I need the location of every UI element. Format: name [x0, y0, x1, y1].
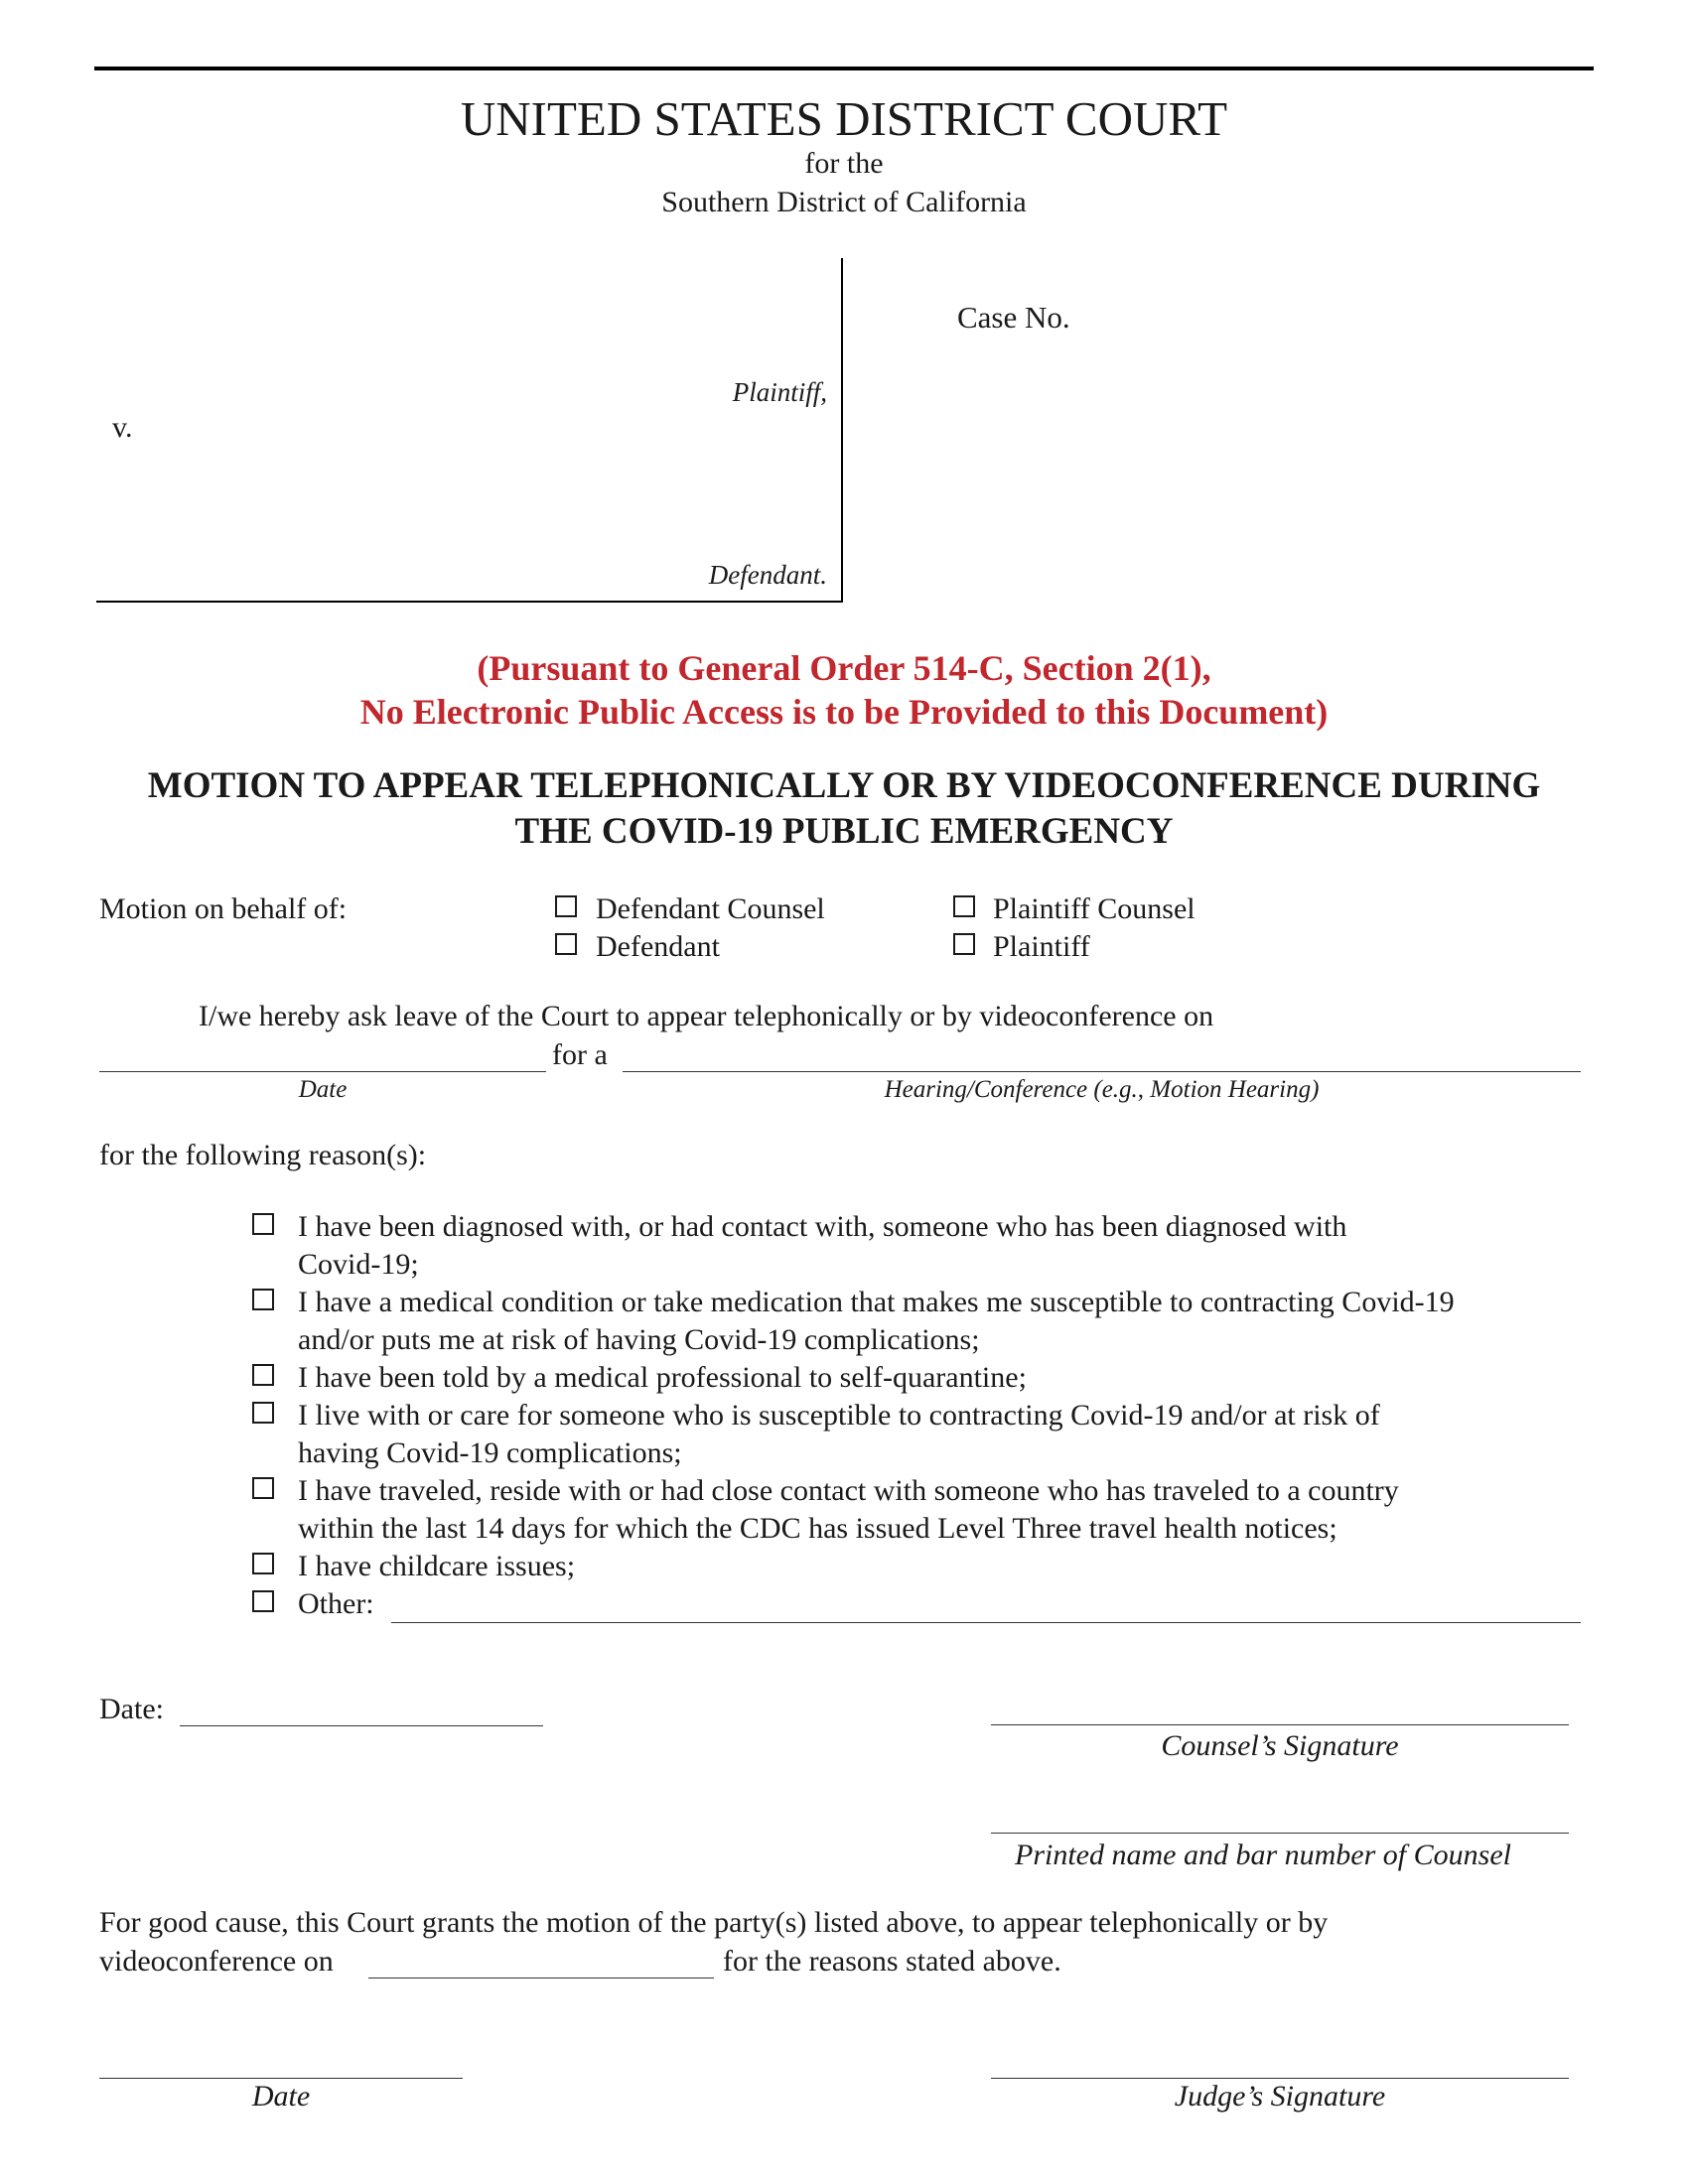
- reason-checkbox-diagnosed[interactable]: [252, 1213, 274, 1235]
- printed-name-field[interactable]: [991, 1833, 1569, 1834]
- district-name: Southern District of California: [661, 186, 1027, 218]
- judge-signature-field[interactable]: [991, 2078, 1569, 2079]
- order-date-field[interactable]: [368, 1978, 714, 1979]
- reason-caregiver-line-1: I live with or care for someone who is susceptible to contracting Covid-19 and/or at risk of: [298, 1399, 1380, 1432]
- order-line-1: For good cause, this Court grants the motion of the party(s) listed above, to appear telephonically or by: [99, 1906, 1329, 1939]
- plaintiff-label: Plaintiff,: [732, 377, 827, 407]
- reason-checkbox-medical-condition[interactable]: [252, 1289, 274, 1310]
- notice-line-1: (Pursuant to General Order 514-C, Section 2(1),: [477, 648, 1211, 688]
- motion-title-line-1: MOTION TO APPEAR TELEPHONICALLY OR BY VIDEOCONFERENCE DURING: [147, 765, 1541, 806]
- reason-medical-condition-line-2: and/or puts me at risk of having Covid-19 complications;: [298, 1323, 980, 1356]
- top-rule: [94, 67, 1594, 70]
- for-the-text: for the: [804, 147, 884, 180]
- plaintiff-checkbox[interactable]: [953, 933, 975, 955]
- reason-medical-condition-line-1: I have a medical condition or take medication that makes me susceptible to contracting Covid-19: [298, 1286, 1455, 1318]
- for-a-text: for a: [552, 1038, 608, 1071]
- printed-name-caption: Printed name and bar number of Counsel: [1015, 1839, 1511, 1871]
- reason-checkbox-travel[interactable]: [252, 1477, 274, 1499]
- judge-signature-caption: Judge’s Signature: [1174, 2080, 1386, 2113]
- caption-vertical-rule: [841, 258, 843, 603]
- motion-title-line-2: THE COVID-19 PUBLIC EMERGENCY: [514, 811, 1174, 852]
- order-signed-date-field[interactable]: [99, 2078, 463, 2079]
- reason-caregiver-line-2: having Covid-19 complications;: [298, 1436, 682, 1469]
- plaintiff-label-option: Plaintiff: [993, 930, 1090, 963]
- reason-checkbox-self-quarantine[interactable]: [252, 1364, 274, 1386]
- plaintiff-counsel-checkbox[interactable]: [953, 895, 975, 917]
- hearing-type-caption: Hearing/Conference (e.g., Motion Hearing): [884, 1076, 1320, 1103]
- hearing-type-field[interactable]: [623, 1071, 1581, 1072]
- order-line-2-suffix: for the reasons stated above.: [723, 1945, 1061, 1978]
- signature-date-label: Date:: [99, 1693, 164, 1725]
- signature-date-field[interactable]: [180, 1725, 543, 1726]
- counsel-signature-caption: Counsel’s Signature: [1161, 1729, 1399, 1762]
- reason-checkbox-other[interactable]: [252, 1590, 274, 1612]
- defendant-counsel-checkbox[interactable]: [555, 895, 577, 917]
- defendant-label-option: Defendant: [596, 930, 720, 963]
- defendant-label: Defendant.: [708, 560, 827, 590]
- request-date-field[interactable]: [99, 1071, 546, 1072]
- counsel-signature-field[interactable]: [991, 1724, 1569, 1725]
- reason-diagnosed-line-1: I have been diagnosed with, or had contact with, someone who has been diagnosed with: [298, 1210, 1347, 1243]
- court-name: UNITED STATES DISTRICT COURT: [460, 91, 1228, 146]
- reason-travel-line-2: within the last 14 days for which the CDC has issued Level Three travel health notices;: [298, 1512, 1337, 1545]
- caption-bottom-rule: [96, 601, 843, 603]
- behalf-label: Motion on behalf of:: [99, 892, 348, 925]
- order-date-caption: Date: [251, 2080, 311, 2113]
- notice-line-2: No Electronic Public Access is to be Provided to this Document): [359, 692, 1329, 732]
- reason-travel-line-1: I have traveled, reside with or had close contact with someone who has traveled to a country: [298, 1474, 1399, 1507]
- defendant-counsel-label: Defendant Counsel: [596, 892, 825, 925]
- reasons-intro: for the following reason(s):: [99, 1139, 427, 1171]
- reason-self-quarantine-line-1: I have been told by a medical professional to self-quarantine;: [298, 1361, 1027, 1394]
- request-text: I/we hereby ask leave of the Court to appear telephonically or by videoconference on: [199, 1000, 1214, 1032]
- reason-checkbox-childcare[interactable]: [252, 1553, 274, 1574]
- order-line-2-prefix: videoconference on: [99, 1945, 334, 1978]
- reason-other-label: Other:: [298, 1587, 374, 1620]
- plaintiff-counsel-label: Plaintiff Counsel: [993, 892, 1196, 925]
- reason-checkbox-caregiver[interactable]: [252, 1402, 274, 1424]
- request-date-caption: Date: [298, 1076, 348, 1103]
- reason-other-field[interactable]: [391, 1622, 1581, 1623]
- case-number-label: Case No.: [957, 300, 1070, 335]
- reason-childcare-line-1: I have childcare issues;: [298, 1550, 576, 1582]
- defendant-checkbox[interactable]: [555, 933, 577, 955]
- versus-text: v.: [112, 411, 133, 444]
- reason-diagnosed-line-2: Covid-19;: [298, 1248, 419, 1281]
